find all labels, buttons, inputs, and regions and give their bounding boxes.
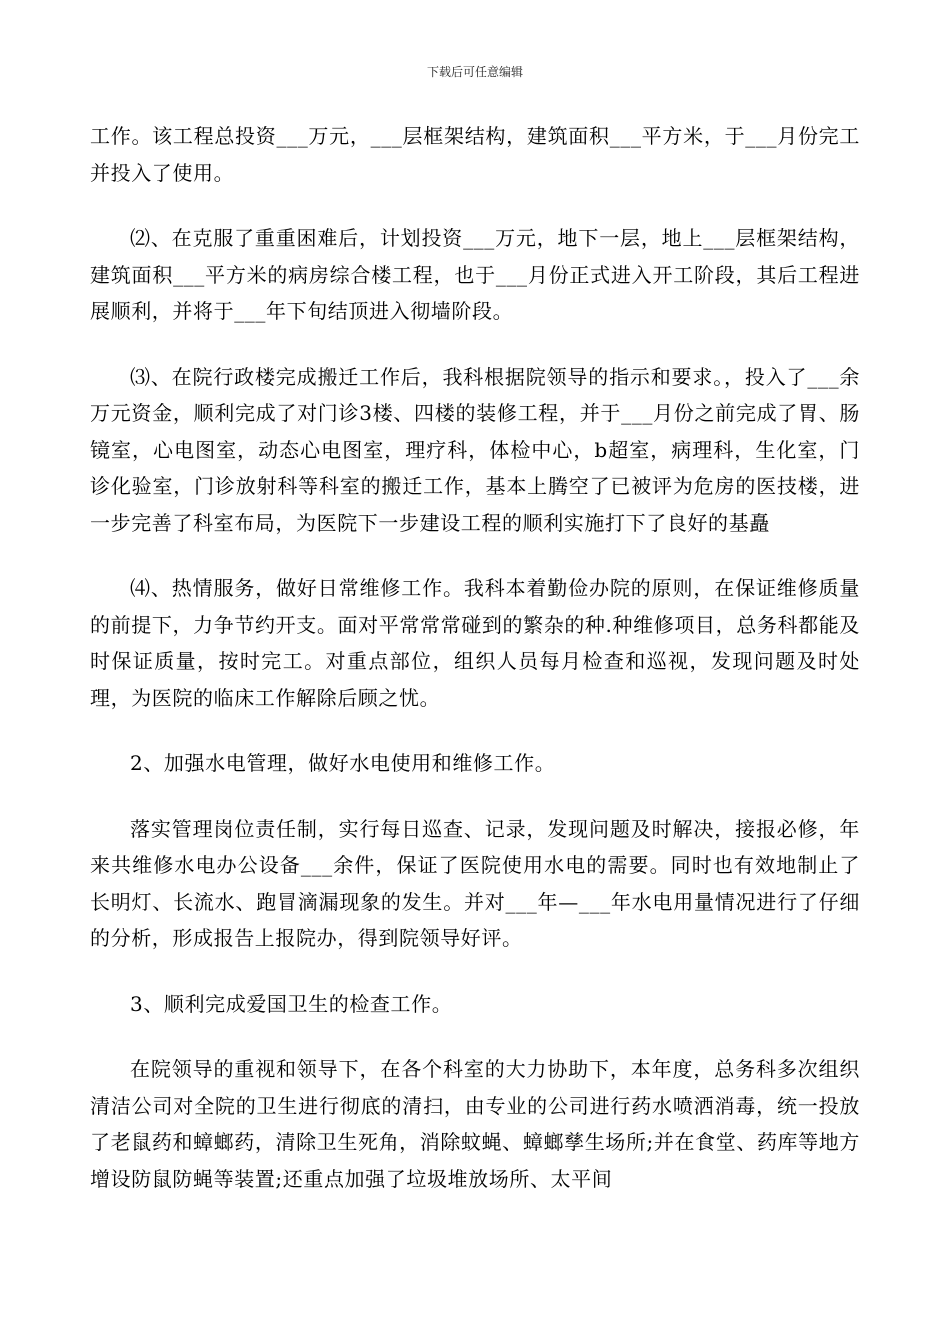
document-body [90, 118, 860, 1226]
section-heading-3: 3、顺利完成爱国卫生的检查工作。 [130, 991, 453, 1016]
section-heading-2: 2、加强水电管理，做好水电使用和维修工作。 [130, 751, 556, 775]
paragraph-1: 工作。该工程总投资___万元，___层框架结构，建筑面积___平方米，于___月份完工并投入了使用。 [90, 124, 860, 185]
page-header: 下载后可任意编辑 [426, 65, 523, 79]
paragraph-3: ⑶、在院行政楼完成搬迁工作后，我科根据院领导的指示和要求。，投入了___余万元资金，顺利完成了对门诊3楼、四楼的装修工程，并于___月份之前完成了胃、肠镜室，心电图室，动态心电图室，理疗科，体检中心，b超室，病理科，生化室，门诊化验室，门诊放射科等科室的搬迁工作，基本上腾空了已被评为危房的医技楼，进一步完善了科室布局，为医院下一步建设工程的顺利实施打下了良好的基矗 [90, 364, 860, 535]
paragraph-2: ⑵、在克服了重重困难后，计划投资___万元，地下一层，地上___层框架结构，建筑面积___平方米的病房综合楼工程，也于___月份正式进入开工阶段，其后工程进展顺利，并将于___年下旬结顶进入彻墙阶段。 [90, 226, 860, 323]
paragraph-6: 在院领导的重视和领导下，在各个科室的大力协助下，本年度，总务科多次组织清洁公司对全院的卫生进行彻底的清扫，由专业的公司进行药水喷洒消毒，统一投放了老鼠药和蟑螂药，清除卫生死角，消除蚊蝇、蟑螂孳生场所;并在食堂、药库等地方增设防鼠防蝇等装置;还重点加强了垃圾堆放场所、太平间 [90, 1057, 860, 1191]
paragraph-4: ⑷、热情服务，做好日常维修工作。我科本着勤俭办院的原则，在保证维修质量的前提下，力争节约开支。面对平常常常碰到的繁杂的种.种维修项目，总务科都能及时保证质量，按时完工。对重点部位，组织人员每月检查和巡视，发现问题及时处理，为医院的临床工作解除后顾之忧。 [90, 576, 860, 710]
paragraph-5: 落实管理岗位责任制，实行每日巡查、记录，发现问题及时解决，接报必修，年来共维修水电办公设备___余件，保证了医院使用水电的需要。同时也有效地制止了长明灯、长流水、跑冒滴漏现象的发生。并对___年—___年水电用量情况进行了仔细的分析，形成报告上报院办，得到院领导好评。 [90, 816, 860, 950]
